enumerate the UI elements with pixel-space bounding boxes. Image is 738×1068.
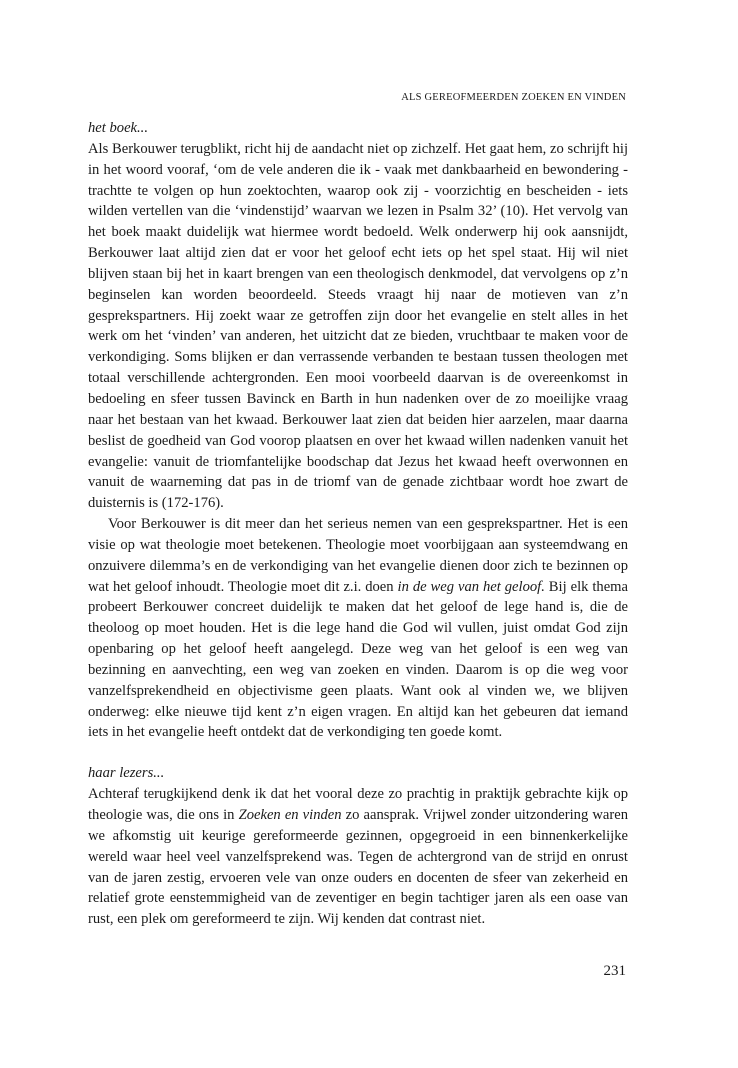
section-spacer — [88, 743, 628, 763]
text-segment: Bij elk thema probeert Berkouwer concreet duidelijk te maken dat het geloof de lege hand is, die de theoloog op moet houden. Het is die lege hand die God wil vullen, juist omdat God zijn openbaring op het geloof heeft aangelegd. Deze weg van het geloof is een weg van bezinning en aanvechting, een weg van zoeken en vinden. Daarom is op die weg voor vanzelfsprekendheid en objectivisme geen plaats. Want ook al vinden we, we blijven onderweg: elke nieuwe tijd kent z’n eigen vragen. En altijd kan het gebeuren dat iemand iets in het evangelie heeft ontdekt dat de verkondiging ten goede komt. — [88, 578, 629, 741]
paragraph-visie-op-theologie — [88, 514, 628, 743]
page-number: 231 — [603, 963, 626, 979]
text-segment: zo aansprak. Vrijwel zonder uitzondering waren we afkomstig uit keurige gereformeerde gezinnen, opgegroeid in een binnenkerkelijke wereld waar heel veel vanzelfsprekend was. Tegen de achtergrond van de strijd en onrust van de jaren zestig, ervoeren vele van onze ouders en docenten de sfeer van zekerheid en relatief grote eenstemmigheid van de zeventiger en begin tachtiger jaren als een oase van rust, een plek om gereformeerd te zijn. Wij kenden dat contrast niet. — [88, 807, 628, 928]
text-segment: Voor Berkouwer is dit meer dan het serieus nemen van een gesprekspartner. Het is een visie op wat theologie moet betekenen. Theologie moet voorbijgaan aan systeemdwang en onzuivere dilemma’s en de verkondiging van het evangelie dienen door zich te bezinnen op wat het geloof inhoudt. Theologie moet dit z.i. doen — [88, 516, 628, 595]
section-title-het-boek: het boek... — [88, 120, 148, 136]
paragraph-achteraf-terugkijkend — [88, 784, 628, 930]
body-text — [88, 118, 628, 930]
italic-phrase: in de weg van het geloof. — [397, 578, 545, 595]
paragraph-berkouwer-terugblik — [88, 139, 628, 514]
running-header: ALS GEREOFMEERDEN ZOEKEN EN VINDEN — [401, 92, 626, 103]
section-title-haar-lezers: haar lezers... — [88, 765, 165, 782]
italic-book-title: Zoeken en vinden — [238, 807, 342, 823]
text-segment: Achteraf terugkijkend denk ik dat het vooral deze zo prachtig in praktijk gebrachte kijk op theologie was, die ons in — [88, 786, 628, 823]
text-segment: Als Berkouwer terugblikt, richt hij de aandacht niet op zichzelf. Het gaat hem, zo schrijft hij in het woord vooraf, ‘om de vele anderen die ik - vaak met dankbaarheid en bewondering - trachtte te volgen op hun zoektochten, waarop ook zij - voorzichtig en bescheiden - iets wilden vertellen van die ‘vindenstijd’ waarvan we lezen in Psalm 32’ (10). Het vervolg van het boek maakt duidelijk wat hiermee wordt bedoeld. Welk onderwerp hij ook aansnijdt, Berkouwer laat altijd zien dat er voor het geloof echt iets op het spel staat. Hij wil niet blijven staan bij het in kaart brengen van een theologisch denkmodel, dat vervolgens op z’n beginselen kan worden beoordeeld. Steeds vraagt hij naar de motieven van z’n gesprekspartners. Hij zoekt waar ze getroffen zijn door het evangelie en stelt alles in het werk om het ‘vinden’ van anderen, het uitzicht dat ze bieden, vruchtbaar te maken voor de verkondiging. Soms blijken er dan verrassende verbanden te bestaan tussen theologen met totaal verschillende achtergronden. Een mooi voorbeeld daarvan is de overeenkomst in bedoeling en sfeer tussen Bavinck en Barth in hun nadenken over de zo moeilijke vraag naar het bestaan van het kwaad. Berkouwer laat zien dat beiden hier aarzelen, maar daarna beslist de goedheid van God voorop plaatsen en over het kwaad willen nadenken vanuit het evangelie: vanuit de triomfantelijke boodschap dat Jezus het kwaad heeft overwonnen en vanuit de waarneming dat pas in de triomf van de genade zichtbaar wordt hoe zwart de duisternis is (172-176). — [88, 140, 628, 512]
